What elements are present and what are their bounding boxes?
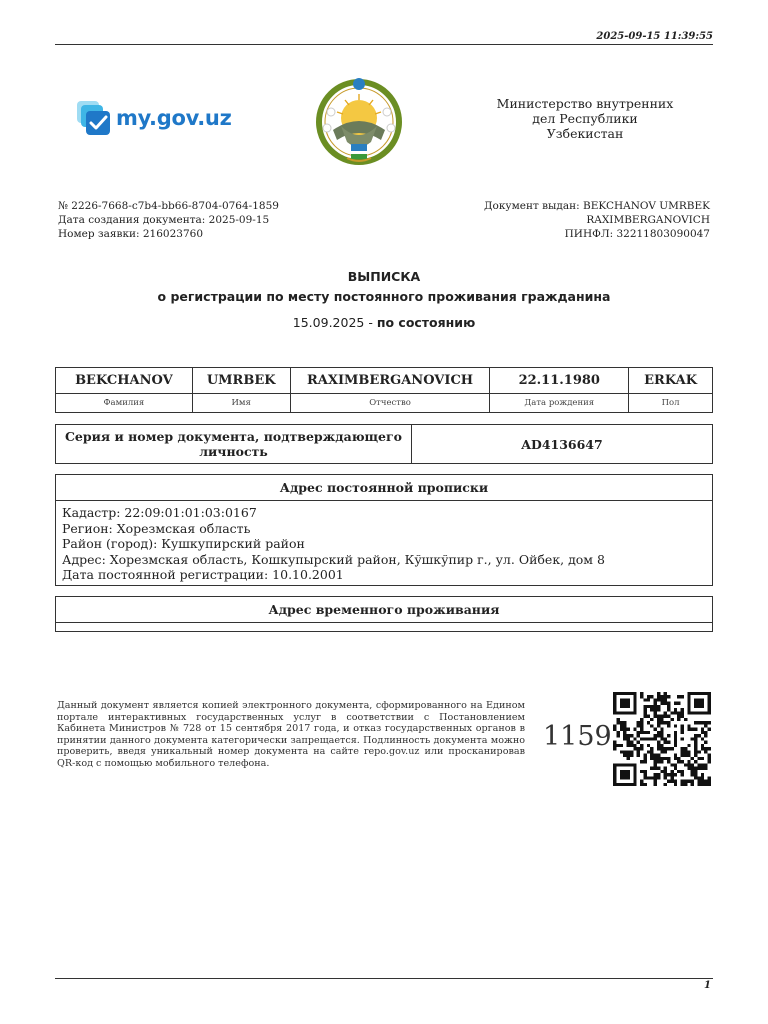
ministry-line-1: Министерство внутренних [496,96,674,111]
pinfl: ПИНФЛ: 32211803090047 [564,228,710,240]
identity-document-box [55,424,713,464]
qr-code-icon [613,692,711,786]
gender-value: ERKAK [629,368,713,394]
mygov-logo [76,100,232,136]
page-number: 1 [704,980,711,991]
registration-date: Дата постоянной регистрации: 10.10.2001 [62,567,344,583]
document-number: № 2226-7668-c7b4-bb66-8704-0764-1859 [58,200,279,212]
given-name-value: UMRBEK [192,368,290,394]
temporary-address-heading: Адрес временного проживания [56,597,712,623]
ministry-line-3: Узбекистан [546,126,624,141]
district: Район (город): Кушкупирский район [62,536,305,552]
as-of-label: по состоянию [376,315,476,330]
identity-document-label: Серия и номер документа, подтверждающего личность [56,425,412,463]
as-of-date-value: 15.09.2025 [292,315,365,330]
top-rule [55,44,713,45]
logo-text: my.gov.uz [116,106,232,130]
person-table [55,367,713,413]
gender-label: Пол [629,394,713,413]
disclaimer-text: Данный документ является копией электронного документа, сформированного на Едином портале интерактивных государственных услуг в соответствии с Постановлением Кабинета Министров № 728 от 15 сентября 2017 года, и отказ государственных органов в принятии данного документа категорически запрещается. Подлинность документа можно проверить, введя уникальный номер документа на сайте repo.gov.uz или просканировав QR-код с помощью мобильного телефона. [57,700,525,769]
temporary-address-box [55,596,713,632]
document-meta [58,199,279,241]
bottom-rule [55,978,713,979]
birth-date-label: Дата рождения [490,394,629,413]
birth-date-value: 22.11.1980 [490,368,629,394]
issued-to-line-2: RAXIMBERGANOVICH [586,214,710,226]
cadastre: Кадастр: 22:09:01:01:03:0167 [62,505,257,520]
region: Регион: Хорезмская область [62,520,251,536]
document-title: ВЫПИСКА [347,269,421,284]
issued-to-meta [484,199,710,241]
surname-value: BEKCHANOV [56,368,193,394]
as-of-date [0,315,768,330]
patronymic-value: RAXIMBERGANOVICH [290,368,490,394]
permanent-address-details [56,501,712,587]
document-subtitle: о регистрации по месту постоянного проживания гражданина [157,289,611,304]
person-values-row [56,368,713,394]
as-of-separator: - [364,315,377,330]
request-number: Номер заявки: 216023760 [58,228,204,240]
permanent-address-heading: Адрес постоянной прописки [56,475,712,501]
ministry-name [490,96,680,141]
timestamp: 2025-09-15 11:39:55 [596,31,713,42]
person-labels-row [56,394,713,413]
qr-code-number: 1159 [543,721,612,752]
patronymic-label: Отчество [290,394,490,413]
uzbekistan-state-emblem-icon [311,72,407,168]
ministry-line-2: дел Республики [532,111,638,126]
permanent-address-box [55,474,713,586]
street-address: Адрес: Хорезмская область, Кошкупырский район, Кўшкўпир г., ул. Ойбек, дом 8 [62,551,605,567]
issued-to-line-1: Документ выдан: BEKCHANOV UMRBEK [484,200,710,212]
given-name-label: Имя [192,394,290,413]
surname-label: Фамилия [56,394,193,413]
creation-date: Дата создания документа: 2025-09-15 [58,214,270,226]
my-gov-checkmark-icon [76,100,112,136]
identity-document-value: AD4136647 [521,436,603,452]
